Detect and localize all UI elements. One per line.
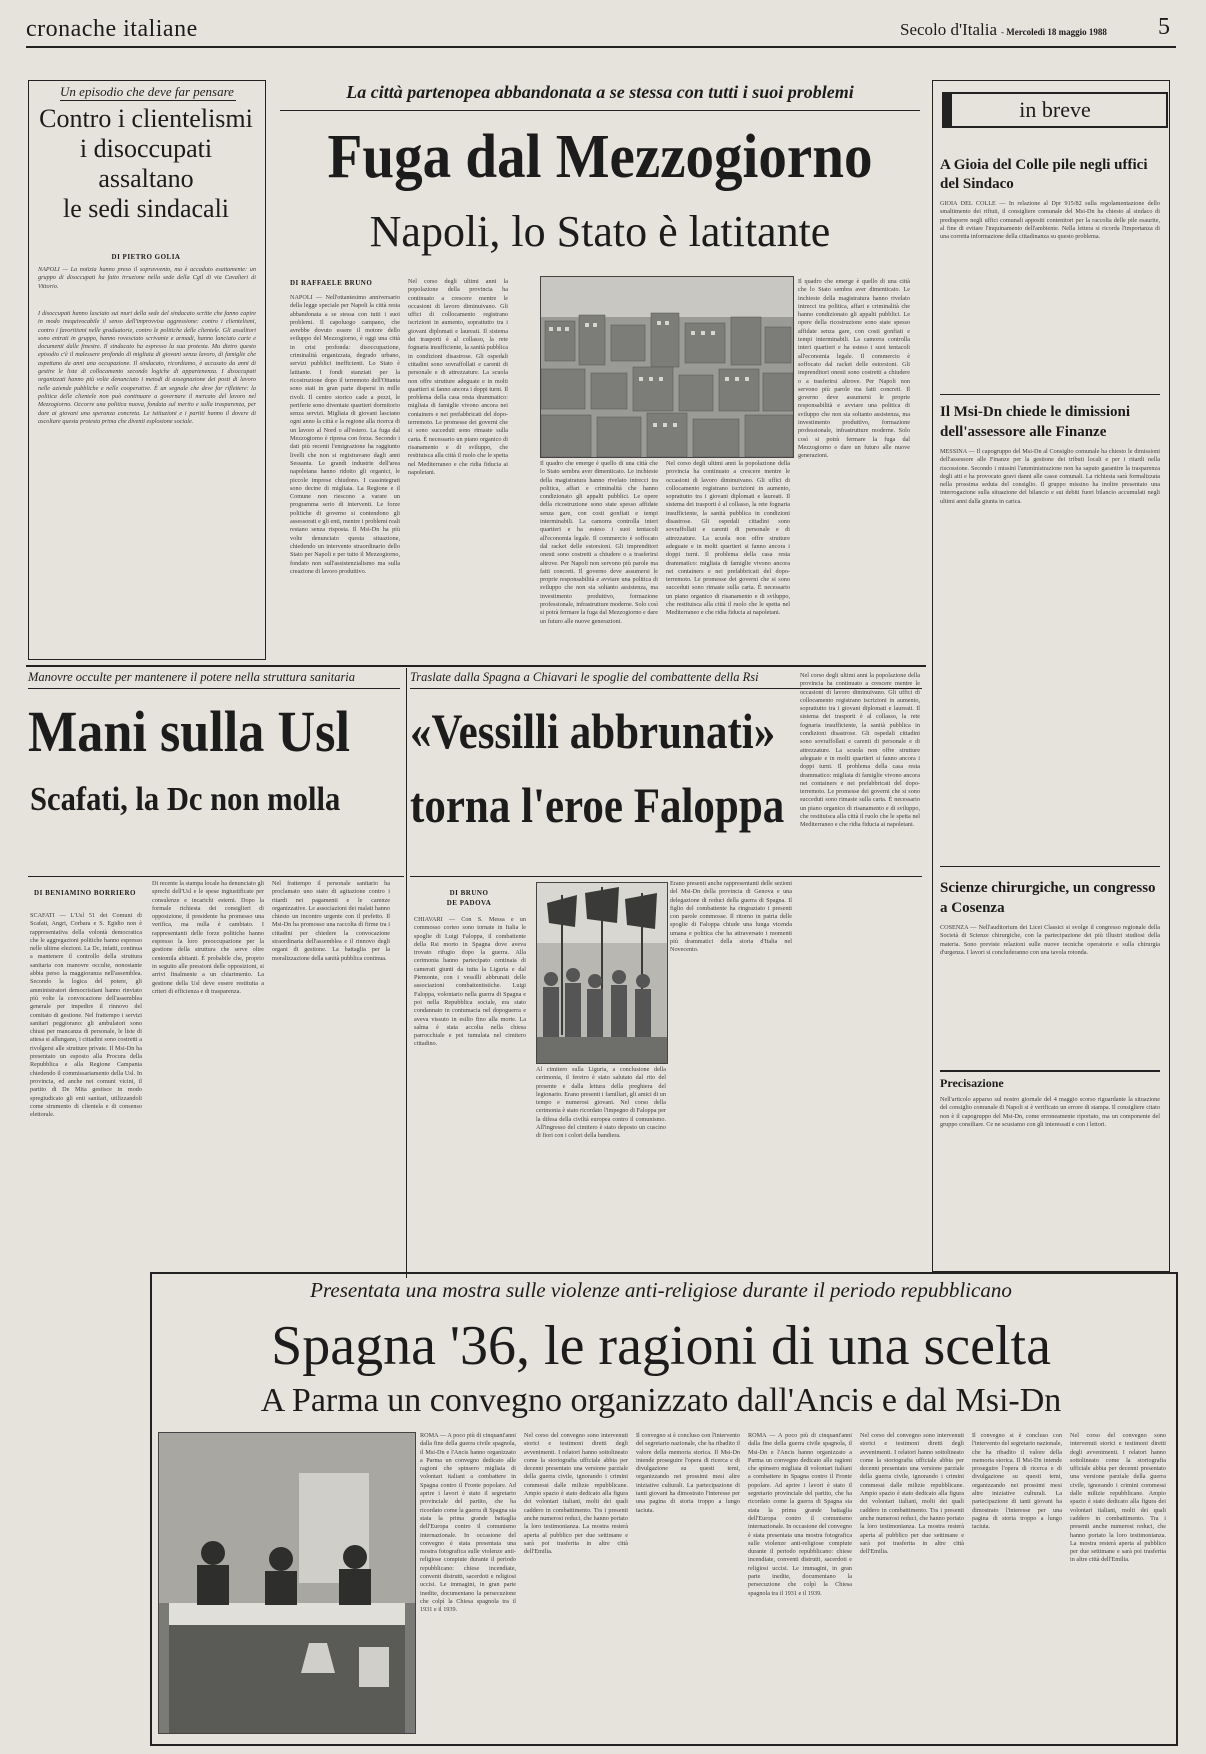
precisazione-title: Precisazione — [940, 1076, 1004, 1090]
clientelismi-title-line-3: assaltano — [98, 164, 194, 193]
in-breve-item-1-title: A Gioia del Colle pile negli uffici del Sindaco — [940, 157, 1148, 192]
faloppa-byline-line-1: DI BRUNO — [449, 889, 489, 897]
mezzogiorno-body-col-2: Nel corso degli ultimi anni la popolazione della provincia ha continuato a crescere mentre le occasioni di lavoro diminuivano. Gli uffici di collocamento registrano iscrizioni in aumento, soprattutto tra i giovani diplomati e laureati. Il sistema dei trasporti è al collasso, la rete fognaria insufficiente, la sanità pubblica in condizioni disastrose. Gli ospedali cittadini sono sovraffollati e carenti di personale e di attrezzature. La scuola non offre strutture adeguate e in molti quartieri si fanno ancora i doppi turni. Il problema della casa resta drammatico: migliaia di famiglie vivono ancora nei containers e nei prefabbricati del dopo-terremoto. Le promesse dei governi che si sono succeduti sono rimaste sulla carta. È necessario un piano organico di risanamento e di sviluppo, che restituisca alla città il ruolo che le spetta nel Mediterraneo e che ridia fiducia ai napoletani. — [408, 278, 508, 476]
spagna-body-col-1: ROMA — A poco più di cinquant'anni dalla fine della guerra civile spagnola, il Msi-Dn e l'Ancis hanno organizzato a Parma un convegno dedicato alle ragioni che spinsero migliaia di volontari italiani a combattere in Spagna contro il Fronte popolare. Ad aprire i lavori è stato il segretario provinciale del partito, che ha ricordato come la guerra di Spagna sia stata la prima grande battaglia dell'Europa contro il comunismo internazionale. In occasione del convegno è stata presentata una mostra fotografica sulle violenze anti-religiose compiute durante il periodo repubblicano: chiese incendiate, conventi distrutti, sacerdoti e religiosi uccisi. Le immagini, in gran parte inedite, documentano la persecuzione che colpì la Chiesa spagnola tra il 1931 e il 1939. — [420, 1432, 516, 1614]
faloppa-body-col-3: Erano presenti anche rappresentanti delle sezioni del Msi-Dn della provincia di Genova e una delegazione di reduci della guerra di Spagna. Il figlio del combattente ha ringraziato i presenti con parole commosse. Il ritorno in patria delle spoglie di Faloppa chiude una lunga vicenda umana e politica che ha attraversato i momenti più drammatici della storia d'Italia nel Novecento. — [670, 880, 792, 954]
spagna-title: Spagna '36, le ragioni di una scelta — [271, 1315, 1051, 1377]
clientelismi-title-line-4: le sedi sindacali — [62, 194, 230, 223]
spagna-kicker: Presentata una mostra sulle violenze anti-religiose durante il periodo repubblicano — [310, 1278, 1012, 1302]
issue-date: Mercoledì 18 maggio 1988 — [1006, 27, 1107, 37]
in-breve-item-2-title: Il Msi-Dn chiede le dimissioni dell'assessore alle Finanze — [940, 404, 1131, 440]
faloppa-body-col-1: CHIAVARI — Con S. Messa e un commosso corteo sono tornate in Italia le spoglie di Luigi Faloppa, il combattente della Rsi morto in Spagna dove aveva trovato rifugio dopo la guerra. Alla cerimonia hanno partecipato centinaia di camerati giunti da tutta la Liguria e dal Piemonte, con i vessilli abbrunati delle associazioni combattentistiche. Luigi Faloppa, volontario nella guerra di Spagna e poi nella Repubblica sociale, era stato condannato in contumacia nel dopoguerra e aveva vissuto in esilio fino alla morte. La salma è stata accolta nella chiesa parrocchiale e poi tumulata nel cimitero cittadino. — [414, 916, 526, 1048]
spagna-body-col-6: Il convegno si è concluso con l'intervento del segretario nazionale, che ha ribadito il valore della memoria storica. Il Msi-Dn intende proseguire l'opera di ricerca e di divulgazione su questi temi, organizzando nei prossimi mesi altre iniziative culturali. La partecipazione di tanti giovani ha dimostrato l'interesse per una pagina di storia troppo a lungo taciuta. — [972, 1432, 1062, 1531]
clientelismi-byline: DI PIETRO GOLIA — [111, 253, 181, 261]
faloppa-subtitle: torna l'eroe Faloppa — [410, 777, 785, 833]
spagna-body-col-3: Il convegno si è concluso con l'intervento del segretario nazionale, che ha ribadito il valore della memoria storica. Il Msi-Dn intende proseguire l'opera di ricerca e di divulgazione su questi temi, organizzando nei prossimi mesi altre iniziative culturali. La partecipazione di tanti giovani ha dimostrato l'interesse per una pagina di storia troppo a lungo taciuta. — [636, 1432, 740, 1514]
spagna-body-col-7: Nel corso del convegno sono intervenuti storici e testimoni diretti degli avvenimenti. I relatori hanno sottolineato come la storiografia ufficiale abbia per decenni presentato una versione parziale della guerra civile, ignorando i crimini commessi dalle milizie repubblicane. Ampio spazio è stato dedicato alla figura dei volontari italiani, molti dei quali caddero in combattimento. Tra i presenti anche numerosi reduci, che hanno portato la loro testimonianza. La mostra resterà aperta al pubblico per due settimane e sarà poi trasferita in altre città dell'Emilia. — [1070, 1432, 1166, 1564]
mezzogiorno-kicker: La città partenopea abbandonata a se stessa con tutti i suoi problemi — [346, 82, 854, 102]
section-label: cronache italiane — [26, 16, 198, 42]
naples-city-photo-graphic — [541, 277, 793, 457]
usl-subtitle: Scafati, la Dc non molla — [30, 781, 341, 818]
in-breve-item-1-body: GIOIA DEL COLLE — In relazione al Dpr 915/82 sulla regolamentazione dello smaltimento dei rifiuti, il consigliere comunale del Msi-Dn ha chiesto al sindaco di predisporre negli uffici comunali appositi contenitori per la raccolta delle pile esaurite, al fine di evitare l'inquinamento dell'ambiente. Nella lettera si ricorda l'importanza di una corretta informazione della cittadinanza su questo problema. — [940, 200, 1160, 241]
newspaper-name: Secolo d'Italia — [900, 20, 998, 39]
faloppa-body-col-2: Al cimitero sulla Liguria, a conclusione della cerimonia, il feretro è stato salutato dal rito del presente e dalla lettura della preghiera del legionario. Erano presenti i familiari, gli amici di un tempo e numerosi giovani. Nel corso della cerimonia è stato ricordato l'impegno di Faloppa per la difesa della civiltà europea contro il comunismo. All'ingresso del cimitero è stato deposto un cuscino di fiori con i colori della bandiera. — [536, 1066, 666, 1140]
spagna-subtitle: A Parma un convegno organizzato dall'Ancis e dal Msi-Dn — [260, 1382, 1062, 1419]
mezzogiorno-byline: DI RAFFAELE BRUNO — [290, 279, 373, 287]
usl-kicker-rule — [28, 688, 400, 689]
usl-byline: DI BENIAMINO BORRIERO — [34, 889, 136, 897]
in-breve-rule-3 — [940, 1070, 1160, 1072]
header-dash: - — [1001, 27, 1007, 37]
in-breve-title: in breve — [1019, 97, 1091, 122]
clientelismi-title — [30, 104, 262, 224]
faloppa-divider — [406, 668, 407, 1278]
faloppa-byline-line-2: DE PADOVA — [446, 899, 492, 907]
faloppa-kicker: Traslate dalla Spagna a Chiavari le spoglie del combattente della Rsi — [410, 670, 759, 684]
clientelismi-kicker-rule — [60, 100, 236, 101]
clientelismi-title-line-1: Contro i clientelismi — [39, 104, 253, 133]
in-breve-rule-2 — [940, 866, 1160, 867]
header-rule — [26, 46, 1176, 48]
mezzogiorno-body-col-4: Nel corso degli ultimi anni la popolazione della provincia ha continuato a crescere mentre le occasioni di lavoro diminuivano. Gli uffici di collocamento registrano iscrizioni in aumento, soprattutto tra i giovani diplomati e laureati. Il sistema dei trasporti è al collasso, la rete fognaria insufficiente, la sanità pubblica in condizioni disastrose. Gli ospedali cittadini sono sovraffollati e carenti di personale e di attrezzature. La scuola non offre strutture adeguate e in molti quartieri si fanno ancora i doppi turni. Il problema della casa resta drammatico: migliaia di famiglie vivono ancora nei containers e nei prefabbricati del dopo-terremoto. Le promesse dei governi che si sono succeduti sono rimaste sulla carta. È necessario un piano organico di risanamento e di sviluppo, che restituisca alla città il ruolo che le spetta nel Mediterraneo e che ridia fiducia ai napoletani. — [666, 460, 790, 617]
usl-body-col-2: Di recente la stampa locale ha denunciato gli sprechi dell'Usl e le spese ingiustificate per consulenze e incarichi esterni. Dopo la formale richiesta dei consiglieri di opposizione, il presidente ha promesso una verifica, ma nulla è cambiato. I rappresentanti delle forze politiche hanno espresso la loro preoccupazione per la gestione della struttura che serve oltre centomila abitanti. È probabile che, proprio in seguito alle pressioni delle opposizioni, si arrivi finalmente a un chiarimento. La gestione della Usl deve essere restituita a criteri di efficienza e di trasparenza. — [152, 880, 264, 995]
mezzogiorno-body-col-5: Il quadro che emerge è quello di una città che lo Stato sembra aver dimenticato. Le inchieste della magistratura hanno rivelato intrecci tra politica, affari e criminalità che hanno condizionato gli appalti pubblici. Le opere della ricostruzione sono state spesso affidate senza gare, con costi gonfiati e tempi interminabili. La camorra controlla interi quartieri e ha esteso i suoi tentacoli all'economia legale. Il commercio è soffocato dal racket delle estorsioni. Gli imprenditori onesti sono costretti a chiudere o a trasferirsi altrove. Per Napoli non servono più parole ma fatti concreti. Il governo deve assumersi le proprie responsabilità e avviare una politica di sviluppo che non sia soltanto assistenza, ma investimento produttivo, formazione professionale, infrastrutture moderne. Solo così si potrà fermare la fuga dal Mezzogiorno e dare un futuro alle nuove generazioni. — [798, 278, 910, 460]
in-breve-item-3-body: COSENZA — Nell'auditorium dei Licei Classici si svolge il congresso regionale della Società di Scienze chirurgiche, con la partecipazione dei più illustri studiosi della materia. Sono previste relazioni sulle nuove tecniche operatorie e sulla chirurgia d'urgenza. I lavori si concluderanno con una tavola rotonda. — [940, 924, 1160, 956]
mezzogiorno-title: Fuga dal Mezzogiorno — [327, 123, 873, 191]
clientelismi-kicker: Un episodio che deve far pensare — [60, 84, 234, 99]
mezzogiorno-kicker-rule — [280, 110, 920, 111]
mezzogiorno-body-col-3: Il quadro che emerge è quello di una città che lo Stato sembra aver dimenticato. Le inchieste della magistratura hanno rivelato intrecci tra politica, affari e criminalità che hanno condizionato gli appalti pubblici. Le opere della ricostruzione sono state spesso affidate senza gare, con costi gonfiati e tempi interminabili. La camorra controlla interi quartieri e ha esteso i suoi tentacoli all'economia legale. Il commercio è soffocato dal racket delle estorsioni. Gli imprenditori onesti sono costretti a chiudere o a trasferirsi altrove. Per Napoli non servono più parole ma fatti concreti. Il governo deve assumersi le proprie responsabilità e avviare una politica di sviluppo che non sia soltanto assistenza, ma investimento produttivo, formazione professionale, infrastrutture moderne. Solo così si potrà fermare la fuga dal Mezzogiorno e dare un futuro alle nuove generazioni. — [540, 460, 658, 625]
spagna-body-col-5: Nel corso del convegno sono intervenuti storici e testimoni diretti degli avvenimenti. I relatori hanno sottolineato come la storiografia ufficiale abbia per decenni presentato una versione parziale della guerra civile, ignorando i crimini commessi dalle milizie repubblicane. Ampio spazio è stato dedicato alla figura dei volontari italiani, molti dei quali caddero in combattimento. Tra i presenti anche numerosi reduci, che hanno portato la loro testimonianza. La mostra resterà aperta al pubblico per due settimane e sarà poi trasferita in altre città dell'Emilia. — [860, 1432, 964, 1556]
faloppa-body-col-4: Nel corso degli ultimi anni la popolazione della provincia ha continuato a crescere mentre le occasioni di lavoro diminuivano. Gli uffici di collocamento registrano iscrizioni in aumento, soprattutto tra i giovani diplomati e laureati. Il sistema dei trasporti è al collasso, la rete fognaria insufficiente, la sanità pubblica in condizioni disastrose. Gli ospedali cittadini sono sovraffollati e carenti di personale e di attrezzature. La scuola non offre strutture adeguate e in molti quartieri si fanno ancora i doppi turni. Il problema della casa resta drammatico: migliaia di famiglie vivono ancora nei containers e nei prefabbricati del dopo-terremoto. Le promesse dei governi che si sono succeduti sono rimaste sulla carta. È necessario un piano organico di risanamento e di sviluppo, che restituisca alla città il ruolo che le spetta nel Mediterraneo e che ridia fiducia ai napoletani. — [800, 672, 920, 829]
precisazione-body: Nell'articolo apparso sul nostro giornale del 4 maggio scorso riguardante la situazione del consiglio comunale di Napoli si è verificato un errore di stampa. Il consigliere citato non è il capogruppo del Msi-Dn, come erroneamente riportato, ma un componente del gruppo consiliare. Ce ne scusiamo con gli interessati e con i lettori. — [940, 1096, 1160, 1128]
middle-rule — [26, 665, 926, 667]
spagna-convention-photo-graphic — [159, 1433, 415, 1733]
usl-body-col-3: Nel frattempo il personale sanitario ha proclamato uno stato di agitazione contro i ritardi nei pagamenti e le carenze organizzative. Le associazioni dei malati hanno chiesto un incontro urgente con il prefetto. Il Msi-Dn ha promosso una raccolta di firme tra i cittadini per chiedere la convocazione straordinaria dell'assemblea e il rinnovo degli organi di gestione. La battaglia per la moralizzazione della sanità pubblica continua. — [272, 880, 390, 962]
mezzogiorno-subtitle: Napoli, lo Stato è latitante — [369, 207, 831, 256]
faloppa-byline — [414, 888, 524, 908]
faloppa-title: «Vessilli abbrunati» — [410, 703, 776, 759]
spagna-convention-photo — [158, 1432, 416, 1734]
spagna-body-col-4: ROMA — A poco più di cinquant'anni dalla fine della guerra civile spagnola, il Msi-Dn e l'Ancis hanno organizzato a Parma un convegno dedicato alle ragioni che spinsero migliaia di volontari italiani a combattere in Spagna contro il Fronte popolare. Ad aprire i lavori è stato il segretario provinciale del partito, che ha ricordato come la guerra di Spagna sia stata la prima grande battaglia dell'Europa contro il comunismo internazionale. In occasione del convegno è stata presentata una mostra fotografica sulle violenze anti-religiose compiute durante il periodo repubblicano: chiese incendiate, conventi distrutti, sacerdoti e religiosi uccisi. Le immagini, in gran parte inedite, documentano la persecuzione che colpì la Chiesa spagnola tra il 1931 e il 1939. — [748, 1432, 852, 1597]
naples-city-photo — [540, 276, 794, 458]
faloppa-ceremony-photo-graphic — [537, 883, 667, 1063]
usl-headline-rule — [28, 876, 404, 877]
in-breve-item-2-body: MESSINA — Il capogruppo del Msi-Dn al Consiglio comunale ha chiesto le dimissioni dell'assessore alle Finanze per la gestione dei tributi locali e per i ritardi nella riscossione. Secondo i missini l'amministrazione non ha saputo garantire la trasparenza degli atti e ha provocato gravi danni alle casse comunali. La richiesta sarà formalizzata nella prossima seduta del consiglio. Il gruppo missino ha inoltre presentato una interrogazione sulla situazione del bilancio e sui debiti fuori bilancio accumulati negli ultimi anni dalla giunta in carica. — [940, 448, 1160, 505]
in-breve-rule-1 — [940, 394, 1160, 395]
mezzogiorno-body-col-1: NAPOLI — Nell'ottantesimo anniversario della legge speciale per Napoli la città resta abbandonata a se stessa con tutti i suoi problemi. Il capoluogo campano, che avrebbe dovuto essere il motore dello sviluppo del Mezzogiorno, è oggi una città in crisi profonda: disoccupazione, criminalità organizzata, degrado urbano, servizi pubblici inefficienti. Lo Stato è latitante. I fondi stanziati per la ricostruzione dopo il terremoto dell'Ottanta sono stati in gran parte dispersi in mille rivoli. Il centro storico cade a pezzi, le periferie sono diventate quartieri dormitorio senza servizi. Migliaia di giovani lasciano ogni anno la città e la regione alla ricerca di un lavoro al Nord o all'estero. La fuga dal Mezzogiorno è ripresa con forza. Secondo i dati più recenti l'emigrazione ha raggiunto livelli che non si registravano dagli anni Sessanta. Le grandi industrie dell'area napoletana hanno ridotto gli organici, le piccole imprese chiudono. I cassintegrati sono decine di migliaia. La Regione e il Comune non riescono a varare un programma serio di interventi. Le forze politiche di governo si contendono gli assessorati e gli enti, mentre i problemi reali restano senza risposta. Il Msi-Dn ha più volte denunciato questa situazione, chiedendo un intervento straordinario dello Stato per Napoli e per tutto il Mezzogiorno, fondato non sull'assistenzialismo ma sulla creazione di lavoro produttivo. — [290, 294, 400, 575]
masthead-group — [900, 20, 1107, 40]
clientelismi-title-line-2: i disoccupati — [79, 134, 213, 163]
spagna-body-col-2: Nel corso del convegno sono intervenuti storici e testimoni diretti degli avvenimenti. I relatori hanno sottolineato come la storiografia ufficiale abbia per decenni presentato una versione parziale della guerra civile, ignorando i crimini commessi dalle milizie repubblicane. Ampio spazio è stato dedicato alla figura dei volontari italiani, molti dei quali caddero in combattimento. Tra i presenti anche numerosi reduci, che hanno portato la loro testimonianza. La mostra resterà aperta al pubblico per due settimane e sarà poi trasferita in altre città dell'Emilia. — [524, 1432, 628, 1556]
clientelismi-body: I disoccupati hanno lasciato sui muri della sede del sindacato scritte che fanno capire in modo inequivocabile il senso dell'improvvisa aggressione: contro i clientelismi, contro i favoritismi nelle graduatorie, contro le politiche delle clientele. Gli assalitori sono entrati in gruppo, hanno rovesciato scrivanie e armadi, hanno lanciato carte e documenti dalle finestre. Il sindacato ha espresso la sua protesta. Ma dietro questo episodio c'è il malessere profondo di migliaia di giovani senza lavoro, di famiglie che aspettano da anni una occupazione. Il sindacato, ricordiamo, è accusato da anni di gestire le liste di collocamento secondo logiche di appartenenza. I disoccupati organizzati hanno più volte denunciato i metodi di assegnazione dei posti di lavoro nelle aziende pubbliche e nelle cooperative. È un segnale che deve far riflettere: la politica delle clientele non può continuare a governare il mercato del lavoro nel Mezzogiorno. Occorre una politica nuova, fondata sul merito e sulla trasparenza, per dare ai giovani una speranza concreta. Le istituzioni e i partiti hanno il dovere di ascoltare questa protesta prima che diventi esplosione sociale. — [38, 310, 256, 425]
page-number: 5 — [1158, 14, 1170, 40]
usl-title: Mani sulla Usl — [28, 699, 350, 764]
in-breve-item-3-title: Scienze chirurgiche, un congresso a Cosenza — [940, 880, 1156, 916]
usl-body-col-1: SCAFATI — L'Usl 51 dei Comuni di Scafati, Angri, Corbara e S. Egidio non è rappresentativa della volontà democratica che le aggregazioni politiche hanno espresso nelle ultime elezioni. La Dc, infatti, continua a mantenere il controllo della struttura sanitaria con manovre occulte, nonostante abbia perso la maggioranza nell'assemblea. Secondo la logica del potere, gli amministratori democristiani hanno rinviato più volte la convocazione dell'assemblea generale per impedire il rinnovo del comitato di gestione. Nel frattempo i servizi sanitari peggiorano: gli ambulatori sono chiusi per mancanza di personale, le liste di attesa si allungano, i cittadini sono costretti a rivolgersi alle strutture private. Il Msi-Dn ha presentato un esposto alla Procura della Repubblica e alla Regione Campania chiedendo il commissariamento della Usl. In provincia, ed anche nei comuni vicini, il partito di De Mita gestisce in modo spregiudicato gli enti sanitari, utilizzandoli come strumento di clientela e di consenso elettorale. — [30, 912, 142, 1119]
clientelismi-lead: NAPOLI — La notizia hanno preso il sopravvento, ma è accaduto esattamente: un gruppo di disoccupati ha fatto irruzione nella sede della Cgil di via Cavalieri di Vittorio. — [38, 266, 256, 290]
faloppa-ceremony-photo — [536, 882, 668, 1064]
usl-kicker: Manovre occulte per mantenere il potere nella struttura sanitaria — [28, 670, 356, 684]
